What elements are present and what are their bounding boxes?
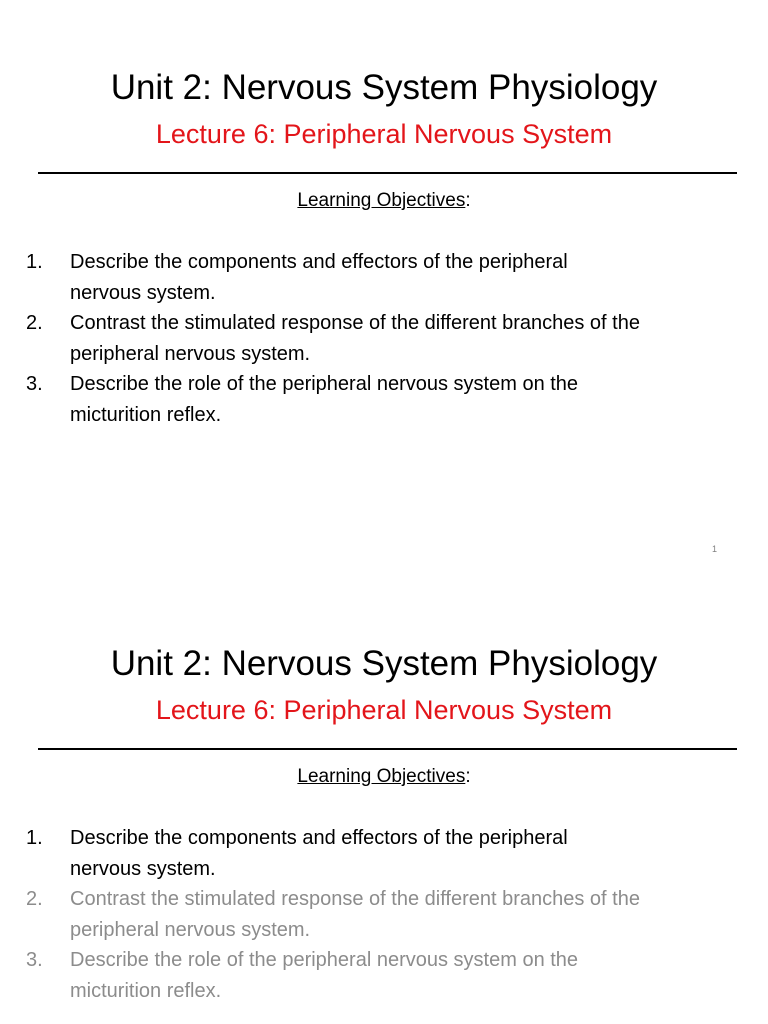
objective-line: Contrast the stimulated response of the different branches of the: [70, 888, 640, 910]
slide-subtitle: Lecture 6: Peripheral Nervous System: [155, 119, 613, 149]
objective-line: peripheral nervous system.: [70, 343, 311, 365]
objective-line: Describe the components and effectors of the peripheral: [70, 251, 568, 273]
objective-number: 3.: [26, 949, 43, 971]
objectives-heading-colon: :: [465, 766, 471, 787]
objectives-heading-text: Learning Objectives: [297, 190, 466, 211]
objective-text: [70, 884, 760, 946]
objectives-heading-colon: :: [465, 190, 471, 211]
objective-line: peripheral nervous system.: [70, 919, 311, 941]
objective-line: micturition reflex.: [70, 980, 222, 1002]
page-number: 1: [712, 544, 718, 554]
objective-text: [70, 369, 760, 431]
objectives-heading: [0, 189, 768, 213]
objective-line: nervous system.: [70, 282, 216, 304]
objective-line: Describe the role of the peripheral nervous system on the: [70, 949, 579, 971]
title-divider: [38, 172, 737, 174]
objective-number: 1.: [26, 827, 43, 849]
objective-line: nervous system.: [70, 858, 216, 880]
objectives-heading-text: Learning Objectives: [297, 766, 466, 787]
objective-line: Describe the role of the peripheral nervous system on the: [70, 373, 579, 395]
objective-text: [70, 945, 760, 1007]
objective-number: 1.: [26, 251, 43, 273]
objective-number: 2.: [26, 312, 43, 334]
objectives-heading: [0, 765, 768, 789]
objective-number: 3.: [26, 373, 43, 395]
slide-title: Unit 2: Nervous System Physiology: [110, 644, 658, 683]
slide-title: Unit 2: Nervous System Physiology: [110, 68, 658, 107]
objective-number: 2.: [26, 888, 43, 910]
objective-line: micturition reflex.: [70, 404, 222, 426]
objective-line: Describe the components and effectors of the peripheral: [70, 827, 568, 849]
slide-subtitle: Lecture 6: Peripheral Nervous System: [155, 695, 613, 725]
objective-text: [70, 308, 760, 370]
objective-text: [70, 823, 760, 885]
slide-2: [0, 576, 768, 1024]
objective-text: [70, 247, 760, 309]
title-divider: [38, 748, 737, 750]
objective-line: Contrast the stimulated response of the different branches of the: [70, 312, 640, 334]
